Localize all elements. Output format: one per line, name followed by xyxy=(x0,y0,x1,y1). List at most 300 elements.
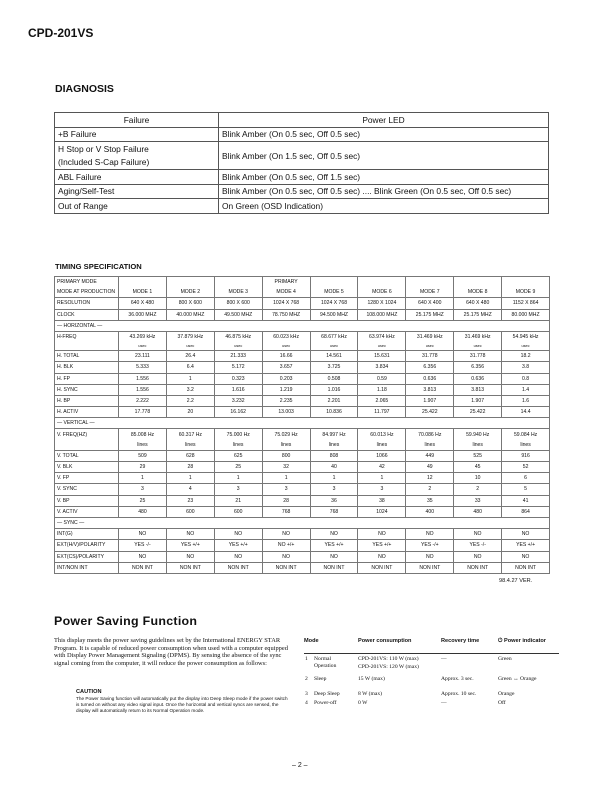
timing-cell: 5 xyxy=(502,484,550,495)
timing-cell: lines xyxy=(214,440,262,451)
timing-cell: MODE 1 xyxy=(119,287,167,298)
timing-cell: NO xyxy=(214,529,262,540)
timing-row-vtotal xyxy=(55,450,550,461)
timing-cell: 31.469 kHz xyxy=(454,331,502,342)
timing-cell: 600 xyxy=(214,506,262,517)
timing-cell: 1 xyxy=(119,473,167,484)
ps-row-indicator: Off xyxy=(498,700,506,706)
timing-cell: 2.2 xyxy=(166,395,214,406)
timing-row-label: MODE AT PRODUCTION xyxy=(55,287,119,298)
timing-cell: 808 xyxy=(310,450,358,461)
timing-row-intg xyxy=(55,529,550,540)
timing-cell: 800 xyxy=(262,450,310,461)
timing-table xyxy=(54,276,550,574)
timing-cell: NO xyxy=(166,551,214,562)
timing-cell: usec xyxy=(454,342,502,351)
timing-row-label: PRIMARY MODE xyxy=(55,277,119,288)
timing-cell: 480 xyxy=(454,506,502,517)
ps-header-mode: Mode xyxy=(304,638,319,644)
timing-cell: NON INT xyxy=(119,562,167,573)
timing-cell: 60.013 Hz xyxy=(358,429,406,440)
timing-section-row xyxy=(55,320,550,331)
timing-cell: 10.836 xyxy=(310,407,358,418)
timing-row-label: EXT(H/V)/POLARITY xyxy=(55,540,119,551)
timing-cell xyxy=(214,277,262,288)
timing-cell: usec xyxy=(502,342,550,351)
timing-cell: 78.750 MHZ xyxy=(262,309,310,320)
timing-row-label xyxy=(55,342,119,351)
diag-led: Blink Amber (On 0.5 sec, Off 1.5 sec) xyxy=(219,170,549,185)
timing-row-label: CLOCK xyxy=(55,309,119,320)
timing-row-label xyxy=(55,440,119,451)
timing-cell: 63.974 kHz xyxy=(358,331,406,342)
diag-led: Blink Amber (On 1.5 sec, Off 0.5 sec) xyxy=(219,142,549,170)
timing-cell: 1280 X 1024 xyxy=(358,298,406,309)
timing-cell: 3 xyxy=(262,484,310,495)
timing-row-vactiv xyxy=(55,506,550,517)
timing-cell: 2.201 xyxy=(310,395,358,406)
timing-cell: NON INT xyxy=(454,562,502,573)
timing-cell xyxy=(406,277,454,288)
timing-cell: 29 xyxy=(119,462,167,473)
timing-cell: 3.657 xyxy=(262,362,310,373)
timing-cell: 14.561 xyxy=(310,351,358,362)
timing-cell: 52 xyxy=(502,462,550,473)
ps-row-power: 0 W xyxy=(358,700,368,706)
ps-row-num: 4 xyxy=(305,700,308,706)
ps-row-indicator: Orange xyxy=(498,691,515,697)
timing-cell: 16.66 xyxy=(262,351,310,362)
timing-cell: 1.907 xyxy=(454,395,502,406)
timing-cell: 68.677 kHz xyxy=(310,331,358,342)
timing-cell: 59.084 Hz xyxy=(502,429,550,440)
timing-row-usec xyxy=(55,342,550,351)
timing-cell: lines xyxy=(406,440,454,451)
timing-cell: MODE 6 xyxy=(358,287,406,298)
timing-cell: 1024 X 768 xyxy=(262,298,310,309)
timing-cell: NO xyxy=(358,529,406,540)
timing-row-vsync xyxy=(55,484,550,495)
timing-cell: 31.469 kHz xyxy=(406,331,454,342)
caution-title: CAUTION xyxy=(76,689,102,695)
timing-cell: YES +/+ xyxy=(166,540,214,551)
timing-section-label: — HORIZONTAL — xyxy=(55,320,550,331)
timing-row-hbp xyxy=(55,395,550,406)
timing-cell: 35 xyxy=(406,495,454,506)
timing-cell: 1 xyxy=(310,473,358,484)
timing-cell: usec xyxy=(358,342,406,351)
timing-cell: 1.219 xyxy=(262,384,310,395)
timing-cell: 25 xyxy=(214,462,262,473)
timing-cell: 75.000 Hz xyxy=(214,429,262,440)
timing-row-label: H. BLK xyxy=(55,362,119,373)
timing-cell: lines xyxy=(502,440,550,451)
caution-text: The Power Saving function will automatically put the display into Deep Sleep mode if the power switch is turned on without any video signal input. Once the horizontal and vertical syncs are sensed, the display will automatically return to its Normal Operation mode. xyxy=(76,696,288,714)
ps-header-power: Power consumption xyxy=(358,638,412,644)
timing-cell: 6 xyxy=(502,473,550,484)
timing-cell: 17.778 xyxy=(119,407,167,418)
timing-cell xyxy=(310,277,358,288)
timing-section-row xyxy=(55,418,550,429)
timing-cell: 2.065 xyxy=(358,395,406,406)
timing-cell: 21 xyxy=(214,495,262,506)
timing-cell: 1.6 xyxy=(502,395,550,406)
timing-cell: 32 xyxy=(262,462,310,473)
timing-cell: 2 xyxy=(406,484,454,495)
timing-cell: NON INT xyxy=(502,562,550,573)
timing-cell: 1 xyxy=(262,473,310,484)
model-name: CPD-201VS xyxy=(28,26,94,40)
timing-cell: 3.834 xyxy=(358,362,406,373)
timing-cell: YES -/+ xyxy=(406,540,454,551)
timing-row-label: H. FP xyxy=(55,373,119,384)
timing-cell: 480 xyxy=(119,506,167,517)
timing-cell: 1.616 xyxy=(214,384,262,395)
timing-cell: usec xyxy=(310,342,358,351)
timing-title: TIMING SPECIFICATION xyxy=(55,262,142,271)
diag-failure: H Stop or V Stop Failure xyxy=(55,142,219,156)
timing-cell: 3.813 xyxy=(454,384,502,395)
timing-cell: 75.029 Hz xyxy=(262,429,310,440)
timing-cell: 768 xyxy=(262,506,310,517)
timing-cell: NON INT xyxy=(262,562,310,573)
timing-cell: NO xyxy=(502,529,550,540)
timing-row-label: V. FP xyxy=(55,473,119,484)
timing-cell: 5.172 xyxy=(214,362,262,373)
timing-row-label: H-FREQ xyxy=(55,331,119,342)
timing-cell: MODE 3 xyxy=(214,287,262,298)
timing-row-hfreq xyxy=(55,331,550,342)
diagnosis-table xyxy=(54,112,549,214)
timing-cell: NO +/+ xyxy=(262,540,310,551)
timing-cell: 0.323 xyxy=(214,373,262,384)
timing-cell: 40 xyxy=(310,462,358,473)
timing-cell: 6.356 xyxy=(406,362,454,373)
timing-cell: 0.508 xyxy=(310,373,358,384)
timing-cell: 94.500 MHZ xyxy=(310,309,358,320)
ps-header-recovery: Recovery time xyxy=(441,638,480,644)
timing-cell: NO xyxy=(262,551,310,562)
timing-row-label: V. FREQ(HZ) xyxy=(55,429,119,440)
timing-cell: YES -/- xyxy=(119,540,167,551)
timing-cell: 3.725 xyxy=(310,362,358,373)
ps-row-power-2: CPD-201VS: 120 W (max) xyxy=(358,664,419,670)
diag-header-failure: Failure xyxy=(55,113,219,128)
ps-row-power: CPD-201VS: 110 W (max) xyxy=(358,656,419,662)
timing-row-label: V. TOTAL xyxy=(55,450,119,461)
ps-row-power: 15 W (max) xyxy=(358,676,385,682)
timing-cell: 0.203 xyxy=(262,373,310,384)
timing-cell: 60.023 kHz xyxy=(262,331,310,342)
diag-led: Blink Amber (On 0.5 sec, Off 0.5 sec) xyxy=(219,127,549,142)
timing-cell: 36 xyxy=(310,495,358,506)
power-saving-title: Power Saving Function xyxy=(54,614,198,628)
ps-row-num: 2 xyxy=(305,676,308,682)
timing-cell: NO xyxy=(406,529,454,540)
timing-cell: 1024 X 768 xyxy=(310,298,358,309)
timing-cell: YES +/+ xyxy=(358,540,406,551)
timing-cell: MODE 9 xyxy=(502,287,550,298)
timing-cell: 45 xyxy=(454,462,502,473)
timing-cell: 25.175 MHZ xyxy=(406,309,454,320)
timing-cell: 628 xyxy=(166,450,214,461)
timing-cell: NO xyxy=(119,529,167,540)
timing-row-lines xyxy=(55,440,550,451)
timing-cell: 36.000 MHZ xyxy=(119,309,167,320)
timing-cell: 49.500 MHZ xyxy=(214,309,262,320)
timing-cell: 2.222 xyxy=(119,395,167,406)
ps-row-recovery: — xyxy=(441,656,447,662)
timing-cell: 23 xyxy=(166,495,214,506)
timing-cell: lines xyxy=(166,440,214,451)
timing-row-vblk xyxy=(55,462,550,473)
timing-cell: 12 xyxy=(406,473,454,484)
timing-row-label: V. ACTIV xyxy=(55,506,119,517)
timing-cell: 38 xyxy=(358,495,406,506)
ps-row-num: 3 xyxy=(305,691,308,697)
timing-cell: YES +/+ xyxy=(214,540,262,551)
timing-cell: 41 xyxy=(502,495,550,506)
timing-cell: NO xyxy=(262,529,310,540)
timing-cell: 49 xyxy=(406,462,454,473)
timing-cell: NO xyxy=(310,529,358,540)
timing-cell: 1 xyxy=(358,473,406,484)
diag-failure: Out of Range xyxy=(55,199,219,214)
timing-row-label: V. BLK xyxy=(55,462,119,473)
timing-cell: NON INT xyxy=(166,562,214,573)
timing-cell: YES +/+ xyxy=(310,540,358,551)
timing-cell: 15.631 xyxy=(358,351,406,362)
timing-cell: 0.8 xyxy=(502,373,550,384)
timing-cell: 0.59 xyxy=(358,373,406,384)
timing-cell: 43.269 kHz xyxy=(119,331,167,342)
timing-cell: 1.907 xyxy=(406,395,454,406)
timing-row-label: INT(G) xyxy=(55,529,119,540)
timing-row-vbp xyxy=(55,495,550,506)
timing-cell: 13.003 xyxy=(262,407,310,418)
timing-cell xyxy=(166,277,214,288)
timing-cell: 11.797 xyxy=(358,407,406,418)
timing-cell: NO xyxy=(502,551,550,562)
ps-row-recovery: Approx. 3 sec. xyxy=(441,676,474,682)
timing-row-hsync xyxy=(55,384,550,395)
timing-cell: 20 xyxy=(166,407,214,418)
ps-divider xyxy=(304,653,559,654)
timing-cell: 3.813 xyxy=(406,384,454,395)
timing-cell: 14.4 xyxy=(502,407,550,418)
timing-cell: 3 xyxy=(119,484,167,495)
timing-cell: 54.945 kHz xyxy=(502,331,550,342)
timing-cell: 640 X 480 xyxy=(119,298,167,309)
diag-failure-sub: (Included S-Cap Failure) xyxy=(55,156,219,170)
timing-cell: 21.333 xyxy=(214,351,262,362)
timing-cell: 600 xyxy=(166,506,214,517)
timing-cell xyxy=(358,277,406,288)
timing-cell: 0.636 xyxy=(454,373,502,384)
timing-row-intnon xyxy=(55,562,550,573)
ps-row-recovery: Approx. 10 sec. xyxy=(441,691,477,697)
timing-cell: NO xyxy=(310,551,358,562)
timing-row-hfp xyxy=(55,373,550,384)
timing-cell: lines xyxy=(119,440,167,451)
timing-cell: 80.000 MHZ xyxy=(502,309,550,320)
timing-cell: 1.4 xyxy=(502,384,550,395)
ps-row-num: 1 xyxy=(305,656,308,662)
timing-cell: MODE 8 xyxy=(454,287,502,298)
timing-cell: 84.997 Hz xyxy=(310,429,358,440)
version-label: 98.4.27 VER. xyxy=(499,578,533,584)
timing-cell: 5.333 xyxy=(119,362,167,373)
timing-cell: 25 xyxy=(119,495,167,506)
timing-row-label: H. BP xyxy=(55,395,119,406)
timing-cell: NO xyxy=(358,551,406,562)
timing-cell: usec xyxy=(119,342,167,351)
timing-row-clock xyxy=(55,309,550,320)
timing-row-label: RESOLUTION xyxy=(55,298,119,309)
timing-cell: 60.317 Hz xyxy=(166,429,214,440)
diag-failure: Aging/Self-Test xyxy=(55,184,219,199)
timing-cell: 1.556 xyxy=(119,384,167,395)
timing-cell: usec xyxy=(214,342,262,351)
timing-cell: lines xyxy=(310,440,358,451)
timing-cell: YES -/- xyxy=(454,540,502,551)
timing-cell: NON INT xyxy=(310,562,358,573)
timing-cell: NON INT xyxy=(358,562,406,573)
timing-cell: NO xyxy=(406,551,454,562)
timing-cell: 864 xyxy=(502,506,550,517)
timing-row-header1 xyxy=(55,277,550,288)
timing-cell: 1024 xyxy=(358,506,406,517)
timing-cell: 3.2 xyxy=(166,384,214,395)
timing-section-label: — SYNC — xyxy=(55,517,550,528)
ps-row-indicator: Green xyxy=(498,656,512,662)
timing-cell: 916 xyxy=(502,450,550,461)
timing-row-htotal xyxy=(55,351,550,362)
timing-cell: 25.422 xyxy=(406,407,454,418)
timing-cell: 4 xyxy=(166,484,214,495)
timing-cell: 31.778 xyxy=(454,351,502,362)
timing-cell: 1.18 xyxy=(358,384,406,395)
timing-row-extcs xyxy=(55,551,550,562)
timing-row-hactiv xyxy=(55,407,550,418)
timing-cell: YES +/+ xyxy=(502,540,550,551)
ps-row-mode: Normal Operation xyxy=(314,656,337,669)
timing-cell: 28 xyxy=(166,462,214,473)
timing-cell: 25.175 MHZ xyxy=(454,309,502,320)
timing-cell: PRIMARY xyxy=(262,277,310,288)
timing-cell: 3.232 xyxy=(214,395,262,406)
timing-cell: 26.4 xyxy=(166,351,214,362)
timing-cell: 400 xyxy=(406,506,454,517)
timing-cell: MODE 4 xyxy=(262,287,310,298)
page-number: – 2 – xyxy=(292,762,308,769)
timing-cell: NON INT xyxy=(214,562,262,573)
timing-cell: 59.940 Hz xyxy=(454,429,502,440)
timing-row-label: V. SYNC xyxy=(55,484,119,495)
timing-cell: 85.008 Hz xyxy=(119,429,167,440)
timing-cell: 25.422 xyxy=(454,407,502,418)
timing-cell: 800 X 600 xyxy=(214,298,262,309)
timing-cell: 640 X 480 xyxy=(454,298,502,309)
timing-row-exthv xyxy=(55,540,550,551)
timing-cell: NON INT xyxy=(406,562,454,573)
timing-cell: 1.016 xyxy=(310,384,358,395)
timing-row-label: H. ACTIV xyxy=(55,407,119,418)
timing-cell: 800 X 600 xyxy=(166,298,214,309)
timing-cell: 1.556 xyxy=(119,373,167,384)
timing-row-vfp xyxy=(55,473,550,484)
timing-cell: 2 xyxy=(454,484,502,495)
timing-cell: lines xyxy=(358,440,406,451)
timing-cell: usec xyxy=(262,342,310,351)
timing-cell: 28 xyxy=(262,495,310,506)
timing-cell: 2.235 xyxy=(262,395,310,406)
timing-cell: 3 xyxy=(310,484,358,495)
diag-led: Blink Amber (On 0.5 sec, Off 0.5 sec) .... Blink Green (On 0.5 sec, Off 0.5 sec) xyxy=(219,184,549,199)
timing-row-label: INT/NON INT xyxy=(55,562,119,573)
timing-cell: 1 xyxy=(214,473,262,484)
timing-cell: 10 xyxy=(454,473,502,484)
timing-row-label: EXT(CS)/POLARITY xyxy=(55,551,119,562)
ps-row-recovery: — xyxy=(441,700,447,706)
timing-cell: NO xyxy=(119,551,167,562)
diag-header-led: Power LED xyxy=(219,113,549,128)
timing-cell: 1152 X 864 xyxy=(502,298,550,309)
timing-row-resolution xyxy=(55,298,550,309)
timing-cell: NO xyxy=(214,551,262,562)
timing-cell: 525 xyxy=(454,450,502,461)
timing-row-label: H. TOTAL xyxy=(55,351,119,362)
timing-cell: 1 xyxy=(166,473,214,484)
timing-cell: lines xyxy=(262,440,310,451)
diag-failure: ABL Failure xyxy=(55,170,219,185)
ps-row-mode: Sleep xyxy=(314,676,327,682)
timing-cell: 509 xyxy=(119,450,167,461)
timing-cell: usec xyxy=(406,342,454,351)
diag-failure: +B Failure xyxy=(55,127,219,142)
timing-cell: 1066 xyxy=(358,450,406,461)
timing-cell: 3 xyxy=(214,484,262,495)
timing-cell: 449 xyxy=(406,450,454,461)
timing-row-label: V. BP xyxy=(55,495,119,506)
timing-cell: 37.879 kHz xyxy=(166,331,214,342)
ps-header-indicator: ⏻ Power indicator xyxy=(498,638,546,644)
timing-row-label: H. SYNC xyxy=(55,384,119,395)
timing-cell: MODE 5 xyxy=(310,287,358,298)
timing-cell: MODE 7 xyxy=(406,287,454,298)
diag-led: On Green (OSD Indication) xyxy=(219,199,549,214)
timing-cell: 31.778 xyxy=(406,351,454,362)
timing-cell: 6.4 xyxy=(166,362,214,373)
timing-cell: lines xyxy=(454,440,502,451)
timing-cell: 640 X 400 xyxy=(406,298,454,309)
power-saving-body: This display meets the power saving guidelines set by the International ENERGY STAR Program. It is capable of reduced power consumption when used with a computer equipped with Display Power Management Signaling (DPMS). By sensing the absence of the sync signal coming from the computer, it will reduce the power consumption as follows: xyxy=(54,637,288,667)
timing-cell: NO xyxy=(454,529,502,540)
timing-cell: 70.086 Hz xyxy=(406,429,454,440)
ps-row-mode: Deep Sleep xyxy=(314,691,340,697)
timing-cell: 23.111 xyxy=(119,351,167,362)
timing-cell: 16.162 xyxy=(214,407,262,418)
timing-cell: 0.636 xyxy=(406,373,454,384)
timing-cell: usec xyxy=(166,342,214,351)
timing-cell xyxy=(119,277,167,288)
timing-row-header2 xyxy=(55,287,550,298)
timing-cell: NO xyxy=(454,551,502,562)
timing-cell xyxy=(502,277,550,288)
timing-cell: 46.875 kHz xyxy=(214,331,262,342)
timing-cell: 6.356 xyxy=(454,362,502,373)
timing-cell: 108.000 MHZ xyxy=(358,309,406,320)
